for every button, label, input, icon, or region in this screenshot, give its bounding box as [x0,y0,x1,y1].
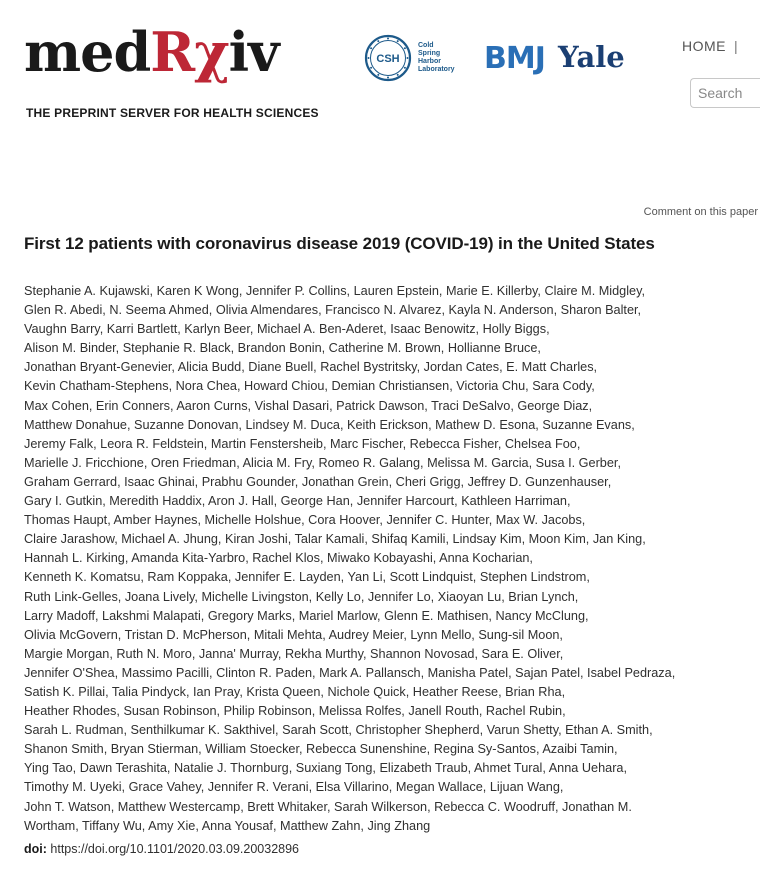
author-line: Timothy M. Uyeki, Grace Vahey, Jennifer R. Verani, Elsa Villarino, Megan Wallace, Lijuan Wang, [24,780,564,795]
author-line: Glen R. Abedi, N. Seema Ahmed, Olivia Almendares, Francisco N. Alvarez, Kayla N. Anderson, Sharon Balter, [24,303,642,318]
author-line: Margie Morgan, Ruth N. Moro, Janna' Murray, Rekha Murthy, Shannon Novosad, Sara E. Oliver, [24,646,564,661]
author-line: Ruth Link-Gelles, Joana Lively, Michelle Livingston, Kelly Lo, Jennifer Lo, Xiaoyan Lu, Brian Lynch, [24,589,579,604]
author-line: Satish K. Pillai, Talia Pindyck, Ian Pray, Krista Queen, Nichole Quick, Heather Reese, Brian Rha, [24,684,566,699]
author-line: Larry Madoff, Lakshmi Malapati, Gregory Marks, Mariel Marlow, Glenn E. Mathisen, Nancy McClung, [24,608,589,623]
author-line: Gary I. Gutkin, Meredith Haddix, Aron J. Hall, George Han, Jennifer Harcourt, Kathleen Harriman, [24,494,571,509]
nav-separator: | [734,38,739,54]
author-line: Heather Rhodes, Susan Robinson, Philip Robinson, Melissa Rolfes, Janell Routh, Rachel Rubin, [24,704,566,719]
author-line: Alison M. Binder, Stephanie R. Black, Brandon Bonin, Catherine M. Brown, Hollianne Bruce, [24,341,541,356]
author-line: John T. Watson, Matthew Westercamp, Brett Whitaker, Sarah Wilkerson, Rebecca C. Woodruff, Jonathan M. [24,799,632,814]
doi-label: doi: [24,842,47,856]
author-line: Max Cohen, Erin Conners, Aaron Curns, Vishal Dasari, Patrick Dawson, Traci DeSalvo, George Diaz, [24,398,593,413]
tagline: THE PREPRINT SERVER FOR HEALTH SCIENCES [26,106,319,120]
author-line: Claire Jarashow, Michael A. Jhung, Kiran Joshi, Talar Kamali, Shifaq Kamili, Lindsay Kim, Moon Kim, Jan King, [24,532,646,547]
author-line: Stephanie A. Kujawski, Karen K Wong, Jennifer P. Collins, Lauren Epstein, Marie E. Killerby, Claire M. Midgley, [24,284,646,298]
author-line: Jennifer O'Shea, Massimo Pacilli, Clinton R. Paden, Mark A. Pallansch, Manisha Patel, Sajan Patel, Isabel Pedraza, [24,665,676,680]
author-line: Matthew Donahue, Suzanne Donovan, Lindsey M. Duca, Keith Erickson, Mathew D. Esona, Suzanne Evans, [24,417,635,432]
csh-line: Harbor [418,58,441,65]
logo-text-med: med [24,20,151,84]
author-line: Hannah L. Kirking, Amanda Kita-Yarbro, Rachel Klos, Miwako Kobayashi, Anna Kocharian, [24,551,533,566]
author-line: Marielle J. Fricchione, Oren Friedman, Alicia M. Fry, Romeo R. Galang, Melissa M. Garcia, Susa I. Gerber, [24,455,621,470]
author-line: Kevin Chatham-Stephens, Nora Chea, Howard Chiou, Demian Christiansen, Victoria Chu, Sara Cody, [24,379,595,394]
csh-logo-icon [364,34,412,82]
doi-link[interactable]: https://doi.org/10.1101/2020.03.09.20032896 [50,842,299,856]
csh-line: Laboratory [418,66,455,73]
medrxiv-logo[interactable] [24,22,279,82]
author-line: Thomas Haupt, Amber Haynes, Michelle Holshue, Cora Hoover, Jennifer C. Hunter, Max W. Jacobs, [24,513,586,528]
author-line: Graham Gerrard, Isaac Ghinai, Prabhu Gounder, Jonathan Grein, Cheri Grigg, Jeffrey D. Gunzenhauser, [24,474,612,489]
author-line: Wortham, Tiffany Wu, Amy Xie, Anna Yousaf, Matthew Zahn, Jing Zhang [24,818,431,833]
article-title: First 12 patients with coronavirus disease 2019 (COVID-19) in the United States [24,234,655,253]
author-line: Jeremy Falk, Leora R. Feldstein, Martin Fenstersheib, Marc Fischer, Rebecca Fisher, Chelsea Foo, [24,436,581,451]
csh-abbr: CSH [376,53,400,65]
csh-line: Cold [418,42,434,49]
author-line: Sarah L. Rudman, Senthilkumar K. Sakthivel, Sarah Scott, Christopher Shepherd, Varun Shetty, Ethan A. Smith, [24,723,653,738]
logo-text-rx: Rχ [150,20,229,84]
bmj-logo[interactable]: BMJ [484,41,545,76]
author-line: Jonathan Bryant-Genevier, Alicia Budd, Diane Buell, Rachel Bystritsky, Jordan Cates, E. Matt Charles, [24,360,598,375]
top-nav [682,38,738,54]
csh-line: Spring [418,50,441,57]
author-line: Vaughn Barry, Karri Bartlett, Karlyn Beer, Michael A. Ben-Aderet, Isaac Benowitz, Holly Biggs, [24,322,550,337]
nav-home-link[interactable]: HOME [682,38,726,54]
logo-text-iv: iv [228,20,279,84]
author-line: Olivia McGovern, Tristan D. McPherson, Mitali Mehta, Audrey Meier, Lynn Mello, Sung-sil Moon, [24,627,563,642]
author-line: Kenneth K. Komatsu, Ram Koppaka, Jennifer E. Layden, Yan Li, Scott Lindquist, Stephen Lindstrom, [24,570,590,585]
author-line: Shanon Smith, Bryan Stierman, William Stoecker, Rebecca Sunenshine, Regina Sy-Santos, Azaibi Tamin, [24,742,618,757]
author-line: Ying Tao, Dawn Terashita, Natalie J. Thornburg, Suxiang Tong, Elizabeth Traub, Ahmet Tural, Anna Uehara, [24,761,628,776]
search-input[interactable] [690,78,760,108]
csh-name [418,42,455,74]
doi-line [24,842,299,856]
csh-partner-logo[interactable] [364,34,455,82]
author-list [24,282,756,836]
yale-logo[interactable]: Yale [558,40,625,74]
comment-link[interactable]: Comment on this paper [643,206,758,218]
